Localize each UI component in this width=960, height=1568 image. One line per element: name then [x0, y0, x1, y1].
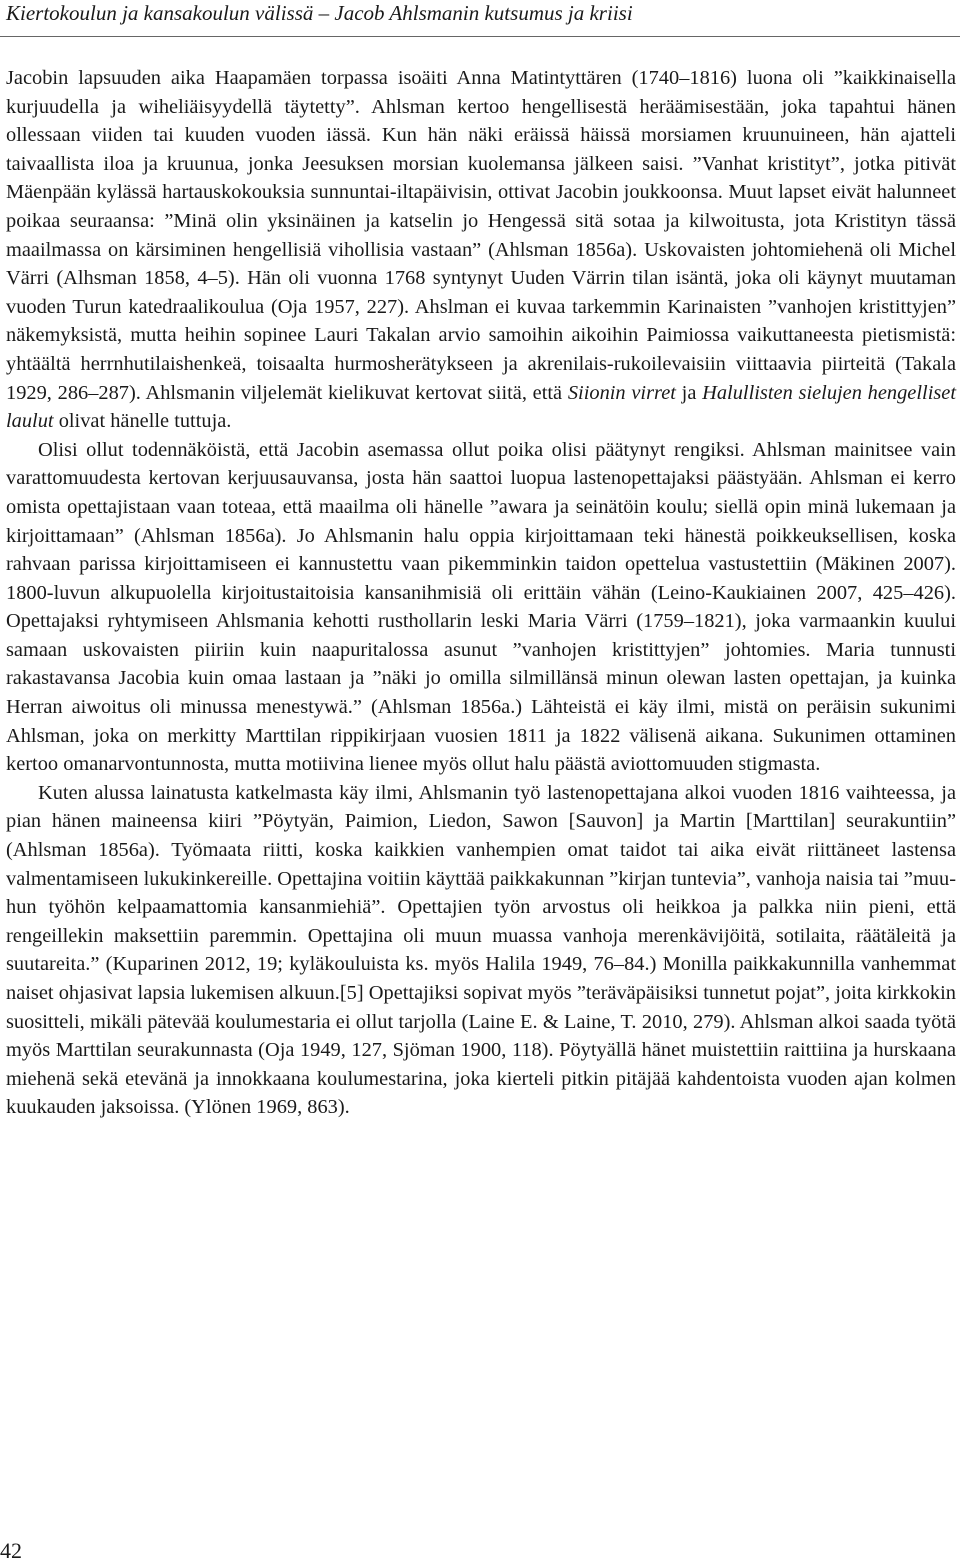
running-header: Kiertokoulun ja kansakoulun välissä – Jacob Ahlsmanin kutsumus ja kriisi: [6, 1, 633, 25]
book-title-siionin-virret: Siionin virret: [567, 381, 676, 404]
header-divider: [0, 36, 960, 37]
article-body: [6, 64, 956, 1122]
paragraph-1: [6, 64, 956, 436]
paragraph-1-conjunction: ja: [675, 381, 703, 404]
paragraph-1-text: Jacobin lapsuuden aika Haapamäen torpassa isoäiti Anna Matintyttären (1740–1816) luona oli ”kaikkinaisella kurjuudella ja wiheliäisyydellä täytetty”. Ahlsman kertoo hengellisestä heräämisestään, joka tapahtui hänen ollessaan viiden tai kuuden vuoden iässä. Kun hän näki eräissä häissä morsiamen kruunuineen, hän ajatteli taivaallista iloa ja kruunua, jonka Jeesuksen morsian kuolemansa jälkeen saisi. ”Vanhat kristityt”, jotka pitivät Mäenpään kylässä hartauskokouksia sunnuntai-iltapäivisin, ottivat Jacobin joukkoonsa. Muut lapset eivät halunneet poikaa seuraansa: ”Minä olin yksinäinen ja katselin jo Hengessä sitä sotaa ja kilwoitusta, jota Kristityn tässä maailmassa on kärsiminen hengellisiä vihollisia vastaan” (Ahlsman 1856a). Uskovaisten johtomiehenä oli Michel Värri (Alhsman 1858, 4–5). Hän oli vuonna 1768 syntynyt Uuden Värrin tilan isäntä, joka oli käynyt muutaman vuoden Turun katedraalikoulua (Oja 1957, 227). Ahslman ei kuvaa tarkemmin Karinaisten ”vanhojen kristittyjen” näkemyksistä, mutta heihin sopinee Lauri Takalan arvio samoihin aikoihin Paimiossa vaikuttaneesta pietismistä: yhtäältä herrnhutilaishenkeä, toisaalta hurmosherätykseen ja akrenilais-rukoilevaisiin viittaavia piirteitä (Takala 1929, 286–287). Ahlsmanin viljelemät kielikuvat kertovat siitä, että: [6, 67, 956, 404]
paragraph-1-ending: olivat hänelle tuttuja.: [53, 410, 232, 433]
book-title-halullisten-sielujen: Halullisten sielujen hengelliset laulut: [6, 381, 957, 433]
paragraph-3: Kuten alussa lainatusta katkelmasta käy ilmi, Ahlsmanin työ lastenopettajana alkoi vuoden 1816 vaihteessa, ja pian hänen maineensa kiiri ”Pöytyän, Paimion, Liedon, Sawon [Sauvon] ja Martin [Marttilan] seurakuntiin” (Ahlsman 1856a). Työmaata riitti, koska kaikkien vanhempien omat taidot tai aika eivät riittäneet lastensa valmentamiseen lukukinkereille. Opettajina voitiin käyttää paikkakunnan ”kirjan tuntevia”, vanhoja naisia tai ”muuhun työhön kelpaamattomia kansanmiehiä”. Opettajien työn arvostus oli heikkoa ja palkka niin pieni, että rengeillekin maksettiin paremmin. Opettajina oli muun muassa vanhoja merenkävijöitä, sotilaita, räätäleitä ja suutareita.” (Kuparinen 2012, 19; kyläkouluista ks. myös Halila 1949, 76–84.) Monilla paikkakunnilla vanhemmat naiset ohjasivat lapsia lukemisen alkuun.[5] Opettajiksi sopivat myös ”teräväpäisiksi tunnetut pojat”, joita kirkkokin suositteli, mikäli pätevää koulumestaria ei ollut tarjolla (Laine E. & Laine, T. 2010, 279). Ahlsman alkoi saada työtä myös Marttilan seurakunnasta (Oja 1949, 127, Sjöman 1900, 118). Pöytyällä hänet muistettiin raittiina ja hurskaana miehenä sekä etevänä ja innokkaana koulumestarina, joka kierteli pitkin pitäjää kahdentoista vuoden ajan kolmen kuukauden jaksoissa. (Ylönen 1969, 863).: [6, 781, 956, 1119]
page-number: 42: [0, 1538, 22, 1563]
paragraph-2: Olisi ollut todennäköistä, että Jacobin asemassa ollut poika olisi päätynyt rengiksi. Ahlsman mainitsee vain varattomuudesta kertovan kerjuusauvansa, josta hän saattoi luopua lastenopettajaksi päästyään. Ahlsman ei kerro omista opettajistaan vaan toteaa, että maailma oli hänelle ”awara ja seinätöin koulu; siellä opin minä lukemaan ja kirjoittamaan” (Ahlsman 1856a). Jo Ahlsmanin halu oppia kirjoittamaan teki hänestä poikkeuksellisen, koska rahvaan parissa kirjoittamiseen ei kannustettu vaan pikemminkin taidon opettelua vastustettiin (Mäkinen 2007). 1800-luvun alkupuolella kirjoitustaitoisia kansanihmisiä oli erittäin vähän (Leino-Kaukiainen 2007, 425–426). Opettajaksi ryhtymiseen Ahlsmania kehotti rusthollarin leski Maria Värri (1759–1821), joka varmaankin kuului samaan uskovaisten piiriin kuin naapuritalossa asunut ”vanhojen kristittyjen” johtomies. Maria tunnusti rakastavansa Jacobia kuin omaa lastaan ja ”näki jo omilla silmillänsä minun olewan lasten opettajan, ja kuinka Herran aiwoitus oli minussa menestywä.” (Ahlsman 1856a.) Lähteistä ei käy ilmi, mistä on peräisin sukunimi Ahlsman, joka on merkitty Marttilan rippikirjaan vuosien 1811 ja 1822 välisenä aikana. Sukunimen ottaminen kertoo omanarvontunnosta, mutta motiivina lienee myös ollut halu päästä aviottomuuden stigmasta.: [6, 438, 956, 776]
